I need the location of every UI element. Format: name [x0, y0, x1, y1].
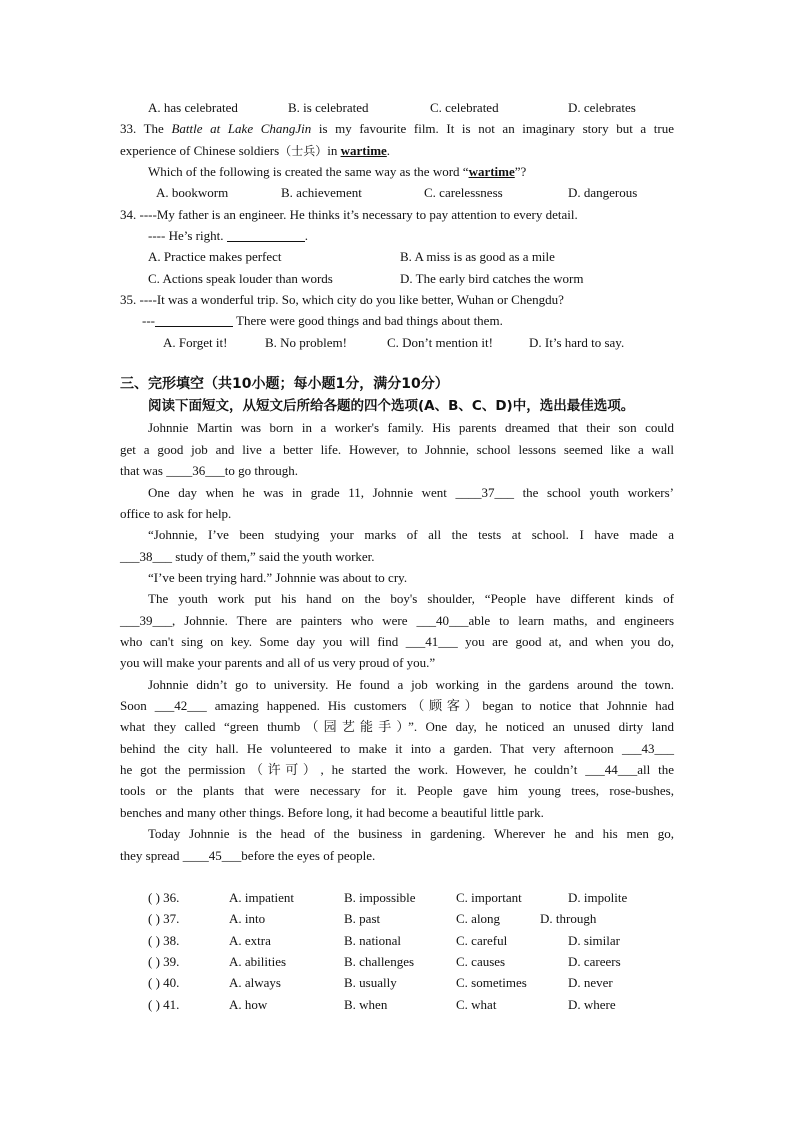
q32-option-a: A. has celebrated [148, 100, 238, 115]
film-title: Battle at Lake ChangJin [171, 121, 312, 136]
passage-line: “Johnnie, I’ve been studying your marks of all the tests at school. I have made a [148, 527, 674, 542]
passage-line: The youth work put his hand on the boy's shoulder, “People have different kinds of [148, 591, 674, 606]
q34-option-b: B. A miss is as good as a mile [400, 249, 555, 264]
q35-option-a: A. Forget it! [163, 335, 228, 350]
q33-option-b: B. achievement [281, 185, 362, 200]
q33-question: Which of the following is created the same way as the word “wartime”? [148, 164, 527, 179]
answer-bracket[interactable]: ( ) 39. [148, 954, 180, 969]
option-c: C. causes [456, 954, 506, 969]
passage-line: that was ____36___to go through. [120, 463, 299, 478]
q35-option-b: B. No problem! [265, 335, 347, 350]
passage-line: ___38___ study of them,” said the youth worker. [120, 549, 375, 564]
passage-line: benches and many other things. Before long, it had become a beautiful little park. [120, 805, 544, 820]
passage-line: who can't sing on key. Some day you will find ___41___ you are good at, and when you do, [120, 634, 674, 649]
q32-option-c: C. celebrated [430, 100, 499, 115]
answer-bracket[interactable]: ( ) 36. [148, 890, 180, 905]
answer-bracket[interactable]: ( ) 41. [148, 997, 180, 1012]
option-a: A. abilities [229, 954, 287, 969]
passage-line: Today Johnnie is the head of the business in gardening. Wherever he and his men go, [148, 826, 674, 841]
option-d: D. where [568, 997, 616, 1012]
option-b: B. past [344, 911, 381, 926]
q34-option-c: C. Actions speak louder than words [148, 271, 333, 286]
section-instruction: 阅读下面短文，从短文后所给各题的四个选项(A、B、C、D)中，选出最佳选项。 [148, 398, 635, 414]
option-a: A. into [229, 911, 266, 926]
option-b: B. challenges [344, 954, 415, 969]
option-c: C. sometimes [456, 975, 527, 990]
keyword-wartime: wartime [340, 143, 387, 158]
option-c: C. what [456, 997, 497, 1012]
q33-option-c: C. carelessness [424, 185, 503, 200]
option-a: A. extra [229, 933, 271, 948]
option-d: D. impolite [568, 890, 628, 905]
q33-option-a: A. bookworm [156, 185, 229, 200]
answer-bracket[interactable]: ( ) 40. [148, 975, 180, 990]
q35-option-d: D. It’s hard to say. [529, 335, 625, 350]
passage-line: you will make your parents and all of us very proud of you.” [120, 655, 436, 670]
answer-blank [227, 227, 305, 242]
q34-line1: 34. ----My father is an engineer. He thinks it’s necessary to pay attention to every detail. [120, 207, 578, 222]
option-c: C. along [456, 911, 501, 926]
answer-blank [155, 312, 233, 327]
passage-line: Soon ___42___ amazing happened. His customers（顾客）began to notice that Johnnie had [120, 698, 674, 713]
passage-line: office to ask for help. [120, 506, 232, 521]
option-d: D. through [540, 911, 597, 926]
q33-option-d: D. dangerous [568, 185, 638, 200]
passage-line: “I’ve been trying hard.” Johnnie was about to cry. [148, 570, 408, 585]
option-d: D. careers [568, 954, 621, 969]
passage-line: One day when he was in grade 11, Johnnie went ____37___ the school youth workers’ [148, 485, 674, 500]
option-b: B. impossible [344, 890, 416, 905]
passage-line: tools or the plants that were necessary for it. People gave him young trees, rose-bushes, [120, 783, 674, 798]
option-c: C. important [456, 890, 522, 905]
q34-option-d: D. The early bird catches the worm [400, 271, 584, 286]
passage-line: get a good job and live a better life. However, to Johnnie, school lessons seemed like a wall [120, 442, 674, 457]
option-b: B. national [344, 933, 402, 948]
q33-line2: experience of Chinese soldiers（士兵）in wartime. [120, 143, 391, 158]
option-b: B. when [344, 997, 388, 1012]
passage-line: behind the city hall. He volunteered to make it into a garden. That very afternoon ___43___ [120, 741, 674, 756]
option-a: A. always [229, 975, 281, 990]
q34-option-a: A. Practice makes perfect [148, 249, 282, 264]
passage-line: what they called “green thumb（园艺能手）”. One day, he noticed an unused dirty land [120, 719, 674, 734]
option-b: B. usually [344, 975, 397, 990]
passage-line: Johnnie didn’t go to university. He found a job working in the gardens around the town. [148, 677, 674, 692]
answer-bracket[interactable]: ( ) 37. [148, 911, 180, 926]
answer-bracket[interactable]: ( ) 38. [148, 933, 180, 948]
passage-line: he got the permission（许可）, he started the work. However, he couldn’t ___44___all the [120, 762, 674, 777]
option-a: A. how [229, 997, 268, 1012]
passage-line: they spread ____45___before the eyes of people. [120, 848, 376, 863]
q34-line2: ---- He’s right. . [148, 228, 308, 243]
q35-line1: 35. ----It was a wonderful trip. So, which city do you like better, Wuhan or Chengdu? [120, 292, 564, 307]
option-c: C. careful [456, 933, 508, 948]
passage-line: Johnnie Martin was born in a worker's family. His parents dreamed that their son could [148, 420, 674, 435]
q32-option-b: B. is celebrated [288, 100, 369, 115]
q33-line1: 33. The Battle at Lake ChangJin is my favourite film. It is not an imaginary story but a true [120, 121, 675, 136]
q32-option-d: D. celebrates [568, 100, 636, 115]
q35-line2: --- There were good things and bad things about them. [142, 313, 503, 328]
passage-line: ___39___, Johnnie. There are painters who were ___40___able to learn maths, and engineers [120, 613, 674, 628]
section-title: 三、完形填空（共10小题；每小题1分，满分10分） [120, 376, 449, 392]
option-d: D. never [568, 975, 613, 990]
q35-option-c: C. Don’t mention it! [387, 335, 493, 350]
option-a: A. impatient [229, 890, 294, 905]
option-d: D. similar [568, 933, 620, 948]
